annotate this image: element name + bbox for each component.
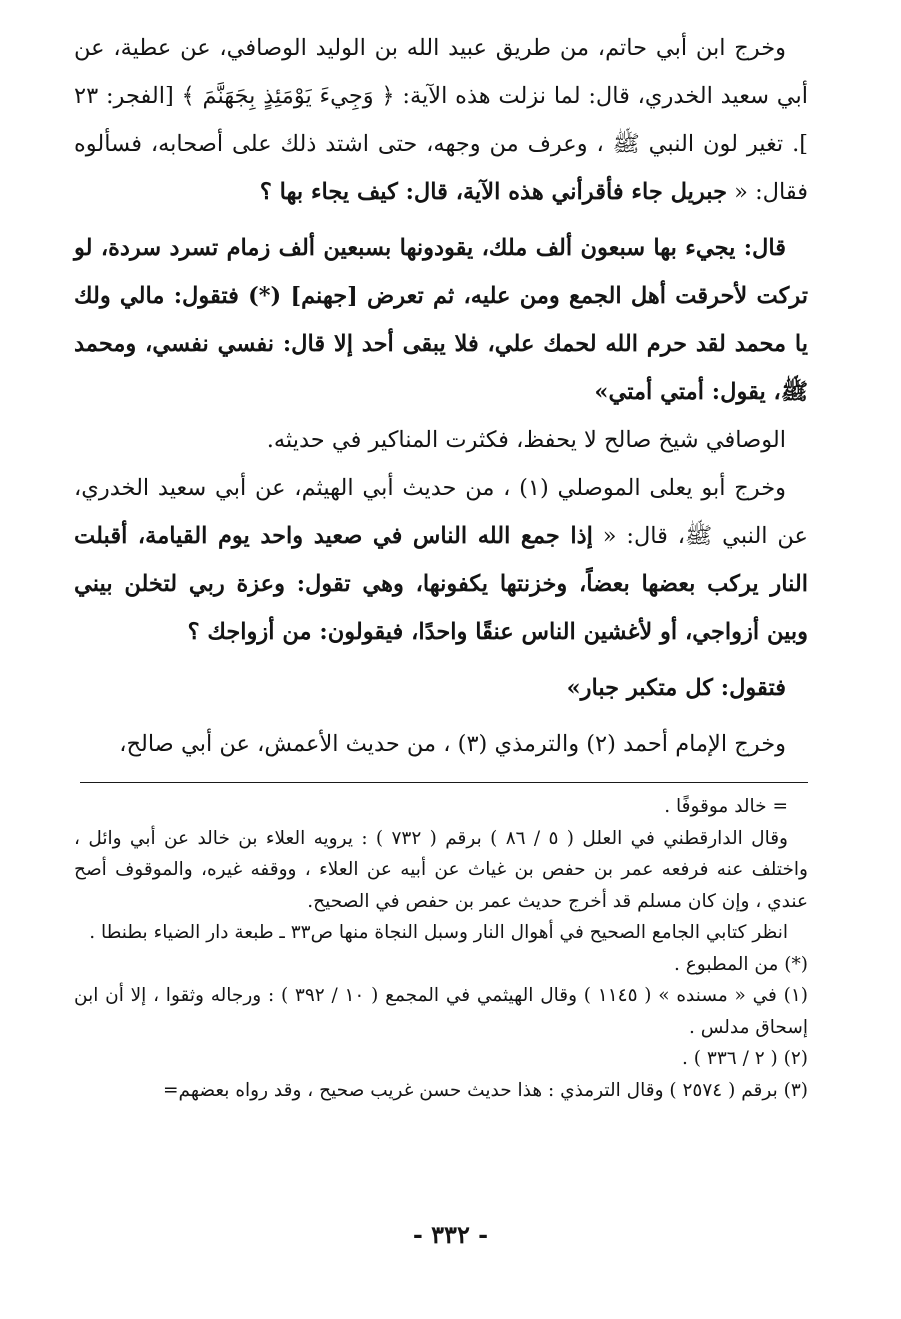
hadith-text: فتقول: كل متكبر جبار» [566,675,786,701]
footnote-line: وقال الدارقطني في العلل ( ٥ / ٨٦ ) برقم ( ٧٣٢ ) : يرويه العلاء بن خالد عن أبي وائل ، واختلف عنه فرفعه عمر بن حفص بن غياث عن أبيه عن العلاء ، ووقفه غيره، والموقوف أصح عندي ، وإن كان مسلم قد أخرج حديث عمر بن حفص في الصحيح. [74,827,808,912]
footnote-divider [80,782,808,783]
paragraph [74,464,808,656]
footnote-line: = خالد موقوفًا . [664,796,788,817]
text-run: الوصافي شيخ صالح لا يحفظ، فكثرت المناكير في حديثه. [266,427,786,453]
paragraph [74,720,808,768]
text-run: وخرج ابن أبي حاتم، من طريق عبيد الله بن الوليد الوصافي، عن عطية، عن أبي سعيد الخدري، قال: لما نزلت هذه الآية: ﴿ وَجِيءَ يَوْمَئِذٍ بِجَهَنَّمَ ﴾ [الفجر: ٢٣ ]. تغير لون النبي ﷺ ، وعرف من وجهه، حتى اشتد ذلك على أصحابه، فسألوه فقال: « [74,35,808,205]
page-number: - ٣٣٢ - [412,1220,489,1249]
text-run: وخرج الإمام أحمد (٢) والترمذي (٣) ، من حديث الأعمش، عن أبي صالح، [119,731,786,757]
footnotes [74,791,808,1106]
main-text [74,24,808,768]
paragraph [74,664,808,712]
footnote-line: (*) من المطبوع . [673,953,808,975]
footnote-line: انظر كتابي الجامع الصحيح في أهوال النار وسبل النجاة منها ص٣٣ ـ طبعة دار الضياء بطنطا . [89,922,788,943]
hadith-text: قال: يجيء بها سبعون ألف ملك، يقودونها بسبعين ألف زمام تسرد سردة، لو تركت لأحرقت أهل الجمع ومن عليه، ثم تعرض [جهنم] (*) فتقول: مالي ولك يا محمد لقد حرم الله لحمك علي، فلا يبقى أحد إلا قال: نفسي نفسي، ومحمد ﷺ، يقول: أمتي أمتي» [74,235,808,405]
text-run: وخرج أبو يعلى الموصلي (١) ، من حديث أبي الهيثم، عن أبي سعيد الخدري، عن النبي ﷺ، قال: « [74,475,808,549]
paragraph [74,24,808,216]
hadith-text: إذا جمع الله الناس في صعيد واحد يوم القيامة، أقبلت النار يركب بعضها بعضاً، وخزنتها يكفونها، وهي تقول: وعزة ربي لتخلن بيني وبين أزواجي، أو لأغشين الناس عنقًا واحدًا، فيقولون: من أزواجك ؟ [74,523,808,645]
footnote-line: (٢) ( ٢ / ٣٣٦ ) . [682,1048,808,1069]
paragraph [74,416,808,464]
hadith-text: جبريل جاء فأقرأني هذه الآية، قال: كيف يجاء بها ؟ [259,179,727,205]
paragraph [74,224,808,416]
footnote-line: (٣) برقم ( ٢٥٧٤ ) وقال الترمذي : هذا حديث حسن غريب صحيح ، وقد رواه بعضهم= [163,1079,808,1101]
footnote-line: (١) في « مسنده » ( ١١٤٥ ) وقال الهيثمي في المجمع ( ١٠ / ٣٩٢ ) : ورجاله وثقوا ، إلا أن ابن إسحاق مدلس . [74,985,808,1038]
